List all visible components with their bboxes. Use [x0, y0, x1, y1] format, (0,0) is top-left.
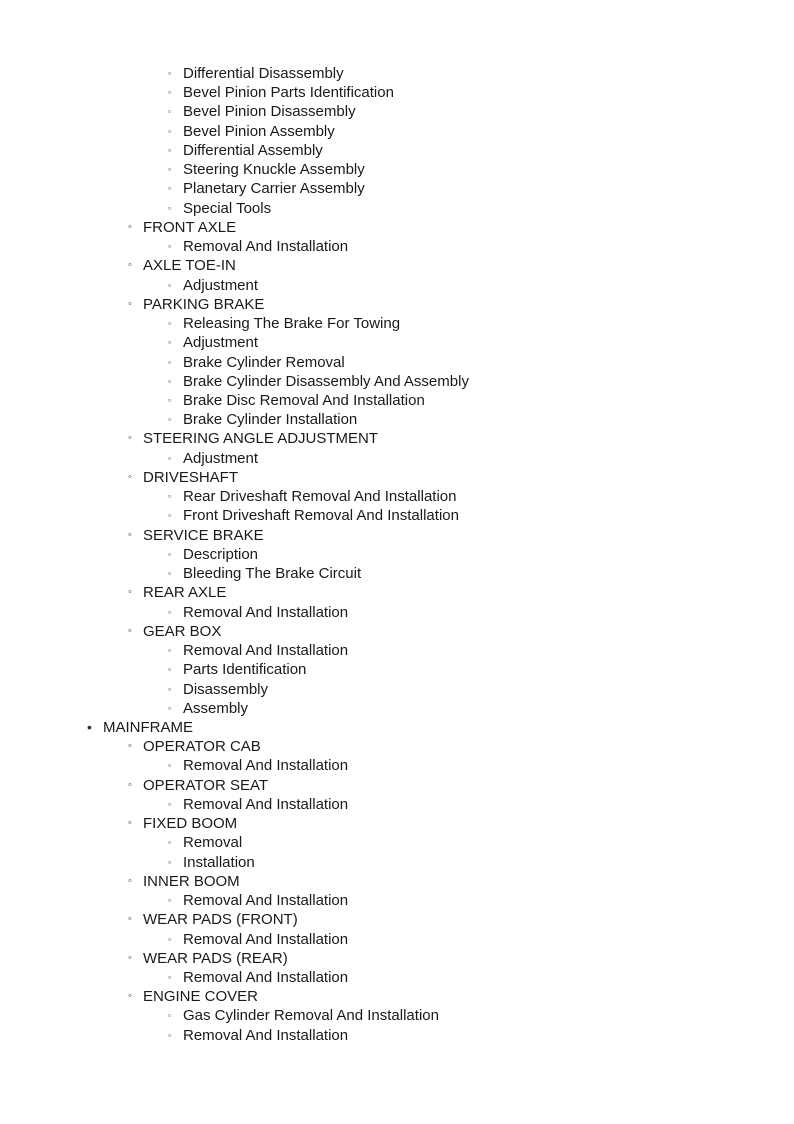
square-bullet-icon: ▫ — [168, 144, 172, 155]
toc-item-level-2[interactable] — [0, 814, 794, 833]
square-bullet-icon: ▫ — [168, 394, 172, 405]
toc-item-level-3[interactable] — [0, 372, 794, 391]
toc-item-level-2[interactable] — [0, 468, 794, 487]
toc-item-level-3[interactable] — [0, 795, 794, 814]
hollow-bullet-icon: ◦ — [128, 913, 132, 926]
square-bullet-icon: ▫ — [168, 337, 172, 348]
toc-item-label: Differential Assembly — [183, 141, 323, 159]
toc-item-label: INNER BOOM — [143, 872, 240, 890]
hollow-bullet-icon: ◦ — [128, 259, 132, 272]
toc-item-level-3[interactable] — [0, 891, 794, 910]
toc-item-label: Brake Cylinder Installation — [183, 411, 358, 429]
toc-item-label: Parts Identification — [183, 661, 307, 679]
toc-item-level-3[interactable] — [0, 410, 794, 429]
toc-item-level-3[interactable] — [0, 506, 794, 525]
square-bullet-icon: ▫ — [168, 164, 172, 175]
toc-item-label: Removal And Installation — [183, 238, 349, 256]
toc-item-level-2[interactable] — [0, 776, 794, 795]
toc-item-level-3[interactable] — [0, 968, 794, 987]
square-bullet-icon: ▫ — [168, 664, 172, 675]
toc-item-label: OPERATOR CAB — [143, 738, 261, 756]
hollow-bullet-icon: ◦ — [128, 220, 132, 233]
toc-item-level-3[interactable] — [0, 680, 794, 699]
toc-item-label: Bevel Pinion Parts Identification — [183, 84, 394, 102]
toc-item-level-3[interactable] — [0, 160, 794, 179]
toc-item-level-3[interactable] — [0, 64, 794, 83]
hollow-bullet-icon: ◦ — [128, 432, 132, 445]
square-bullet-icon: ▫ — [168, 933, 172, 944]
toc-item-label: WEAR PADS (FRONT) — [143, 911, 298, 929]
toc-item-label: FIXED BOOM — [143, 815, 238, 833]
toc-item-label: Brake Cylinder Removal — [183, 353, 345, 371]
hollow-bullet-icon: ◦ — [128, 874, 132, 887]
square-bullet-icon: ▫ — [168, 760, 172, 771]
toc-item-label: Differential Disassembly — [183, 65, 344, 82]
toc-item-level-3[interactable] — [0, 102, 794, 121]
toc-item-level-2[interactable] — [0, 737, 794, 756]
table-of-contents — [0, 64, 794, 1045]
toc-item-level-2[interactable] — [0, 526, 794, 545]
toc-item-label: Disassembly — [183, 680, 269, 698]
toc-item-level-1[interactable] — [0, 718, 794, 737]
toc-item-label: WEAR PADS (REAR) — [143, 949, 288, 967]
square-bullet-icon: ▫ — [168, 491, 172, 502]
toc-item-level-3[interactable] — [0, 853, 794, 872]
square-bullet-icon: ▫ — [168, 837, 172, 848]
toc-item-level-3[interactable] — [0, 199, 794, 218]
square-bullet-icon: ▫ — [168, 548, 172, 559]
toc-item-level-3[interactable] — [0, 333, 794, 352]
toc-item-level-2[interactable] — [0, 256, 794, 275]
hollow-bullet-icon: ◦ — [128, 586, 132, 599]
square-bullet-icon: ▫ — [168, 1029, 172, 1040]
square-bullet-icon: ▫ — [168, 125, 172, 136]
toc-item-label: Removal And Installation — [183, 969, 349, 987]
toc-item-level-2[interactable] — [0, 218, 794, 237]
toc-item-level-3[interactable] — [0, 564, 794, 583]
square-bullet-icon: ▫ — [168, 702, 172, 713]
toc-item-label: STEERING ANGLE ADJUSTMENT — [143, 430, 379, 448]
toc-item-level-3[interactable] — [0, 391, 794, 410]
toc-item-level-3[interactable] — [0, 449, 794, 468]
square-bullet-icon: ▫ — [168, 606, 172, 617]
toc-item-level-3[interactable] — [0, 179, 794, 198]
hollow-bullet-icon: ◦ — [128, 817, 132, 830]
toc-item-level-2[interactable] — [0, 949, 794, 968]
hollow-bullet-icon: ◦ — [128, 470, 132, 483]
toc-item-level-3[interactable] — [0, 756, 794, 775]
toc-item-level-3[interactable] — [0, 122, 794, 141]
toc-item-label: ENGINE COVER — [143, 988, 259, 1006]
toc-item-label: GEAR BOX — [143, 622, 222, 640]
square-bullet-icon: ▫ — [168, 683, 172, 694]
toc-item-label: DRIVESHAFT — [143, 468, 239, 486]
toc-item-label: MAINFRAME — [103, 718, 193, 736]
hollow-bullet-icon: ◦ — [128, 624, 132, 637]
toc-item-label: REAR AXLE — [143, 584, 227, 602]
square-bullet-icon: ▫ — [168, 68, 172, 78]
toc-item-label: SERVICE BRAKE — [143, 526, 264, 544]
square-bullet-icon: ▫ — [168, 241, 172, 252]
toc-item-label: Assembly — [183, 699, 249, 717]
toc-item-level-3[interactable] — [0, 699, 794, 718]
toc-item-level-2[interactable] — [0, 583, 794, 602]
toc-item-level-3[interactable] — [0, 141, 794, 160]
toc-item-label: Removal And Installation — [183, 795, 349, 813]
toc-item-level-3[interactable] — [0, 276, 794, 295]
toc-item-label: Steering Knuckle Assembly — [183, 161, 365, 179]
toc-item-level-3[interactable] — [0, 353, 794, 372]
toc-item-label: Adjustment — [183, 334, 259, 352]
square-bullet-icon: ▫ — [168, 279, 172, 290]
square-bullet-icon: ▫ — [168, 798, 172, 809]
square-bullet-icon: ▫ — [168, 202, 172, 213]
toc-item-label: Bevel Pinion Disassembly — [183, 103, 356, 121]
toc-item-level-3[interactable] — [0, 930, 794, 949]
toc-item-level-2[interactable] — [0, 295, 794, 314]
hollow-bullet-icon: ◦ — [128, 297, 132, 310]
toc-item-label: Removal — [183, 834, 243, 852]
toc-item-level-3[interactable] — [0, 237, 794, 256]
toc-item-level-3[interactable] — [0, 833, 794, 852]
square-bullet-icon: ▫ — [168, 856, 172, 867]
square-bullet-icon: ▫ — [168, 356, 172, 367]
toc-item-level-3[interactable] — [0, 487, 794, 506]
toc-item-label: Brake Cylinder Disassembly And Assembly — [183, 372, 469, 390]
square-bullet-icon: ▫ — [168, 568, 172, 579]
hollow-bullet-icon: ◦ — [128, 951, 132, 964]
toc-item-label: Adjustment — [183, 276, 259, 294]
toc-item-label: Removal And Installation — [183, 757, 349, 775]
square-bullet-icon: ▫ — [168, 106, 172, 117]
toc-item-label: Special Tools — [183, 199, 272, 217]
hollow-bullet-icon: ◦ — [128, 778, 132, 791]
toc-item-level-3[interactable] — [0, 545, 794, 564]
toc-item-label: Bleeding The Brake Circuit — [183, 565, 362, 583]
square-bullet-icon: ▫ — [168, 895, 172, 906]
toc-item-label: Front Driveshaft Removal And Installation — [183, 507, 459, 525]
toc-item-level-3[interactable] — [0, 1026, 794, 1045]
hollow-bullet-icon: ◦ — [128, 528, 132, 541]
toc-item-label: Gas Cylinder Removal And Installation — [183, 1007, 439, 1025]
toc-item-label: Removal And Installation — [183, 603, 349, 621]
toc-item-label: Removal And Installation — [183, 1026, 349, 1044]
toc-item-level-3[interactable] — [0, 641, 794, 660]
toc-item-label: Adjustment — [183, 449, 259, 467]
square-bullet-icon: ▫ — [168, 318, 172, 329]
square-bullet-icon: ▫ — [168, 414, 172, 425]
toc-item-level-3[interactable] — [0, 314, 794, 333]
toc-item-level-2[interactable] — [0, 872, 794, 891]
toc-item-label: Releasing The Brake For Towing — [183, 315, 401, 333]
toc-item-level-3[interactable] — [0, 660, 794, 679]
toc-item-label: Removal And Installation — [183, 892, 349, 910]
toc-item-label: PARKING BRAKE — [143, 295, 265, 313]
toc-item-level-3[interactable] — [0, 603, 794, 622]
toc-item-label: OPERATOR SEAT — [143, 776, 269, 794]
toc-item-label: Rear Driveshaft Removal And Installation — [183, 488, 457, 506]
hollow-bullet-icon: ◦ — [128, 990, 132, 1003]
toc-item-level-2[interactable] — [0, 987, 794, 1006]
toc-item-level-3[interactable] — [0, 1006, 794, 1025]
square-bullet-icon: ▫ — [168, 972, 172, 983]
toc-item-label: Planetary Carrier Assembly — [183, 180, 365, 198]
square-bullet-icon: ▫ — [168, 452, 172, 463]
square-bullet-icon: ▫ — [168, 645, 172, 656]
toc-item-label: Installation — [183, 853, 255, 871]
toc-item-label: Description — [183, 545, 259, 563]
toc-item-level-3[interactable] — [0, 83, 794, 102]
bullet-icon: • — [87, 718, 92, 735]
toc-item-label: Removal And Installation — [183, 642, 349, 660]
toc-item-label: AXLE TOE-IN — [143, 257, 236, 275]
toc-item-label: Brake Disc Removal And Installation — [183, 391, 425, 409]
toc-item-label: FRONT AXLE — [143, 218, 237, 236]
square-bullet-icon: ▫ — [168, 183, 172, 194]
toc-item-label: Removal And Installation — [183, 930, 349, 948]
square-bullet-icon: ▫ — [168, 1010, 172, 1021]
square-bullet-icon: ▫ — [168, 87, 172, 98]
toc-item-level-2[interactable] — [0, 622, 794, 641]
toc-item-label: Bevel Pinion Assembly — [183, 122, 335, 140]
hollow-bullet-icon: ◦ — [128, 740, 132, 753]
square-bullet-icon: ▫ — [168, 375, 172, 386]
toc-item-level-2[interactable] — [0, 429, 794, 448]
toc-item-level-2[interactable] — [0, 910, 794, 929]
square-bullet-icon: ▫ — [168, 510, 172, 521]
